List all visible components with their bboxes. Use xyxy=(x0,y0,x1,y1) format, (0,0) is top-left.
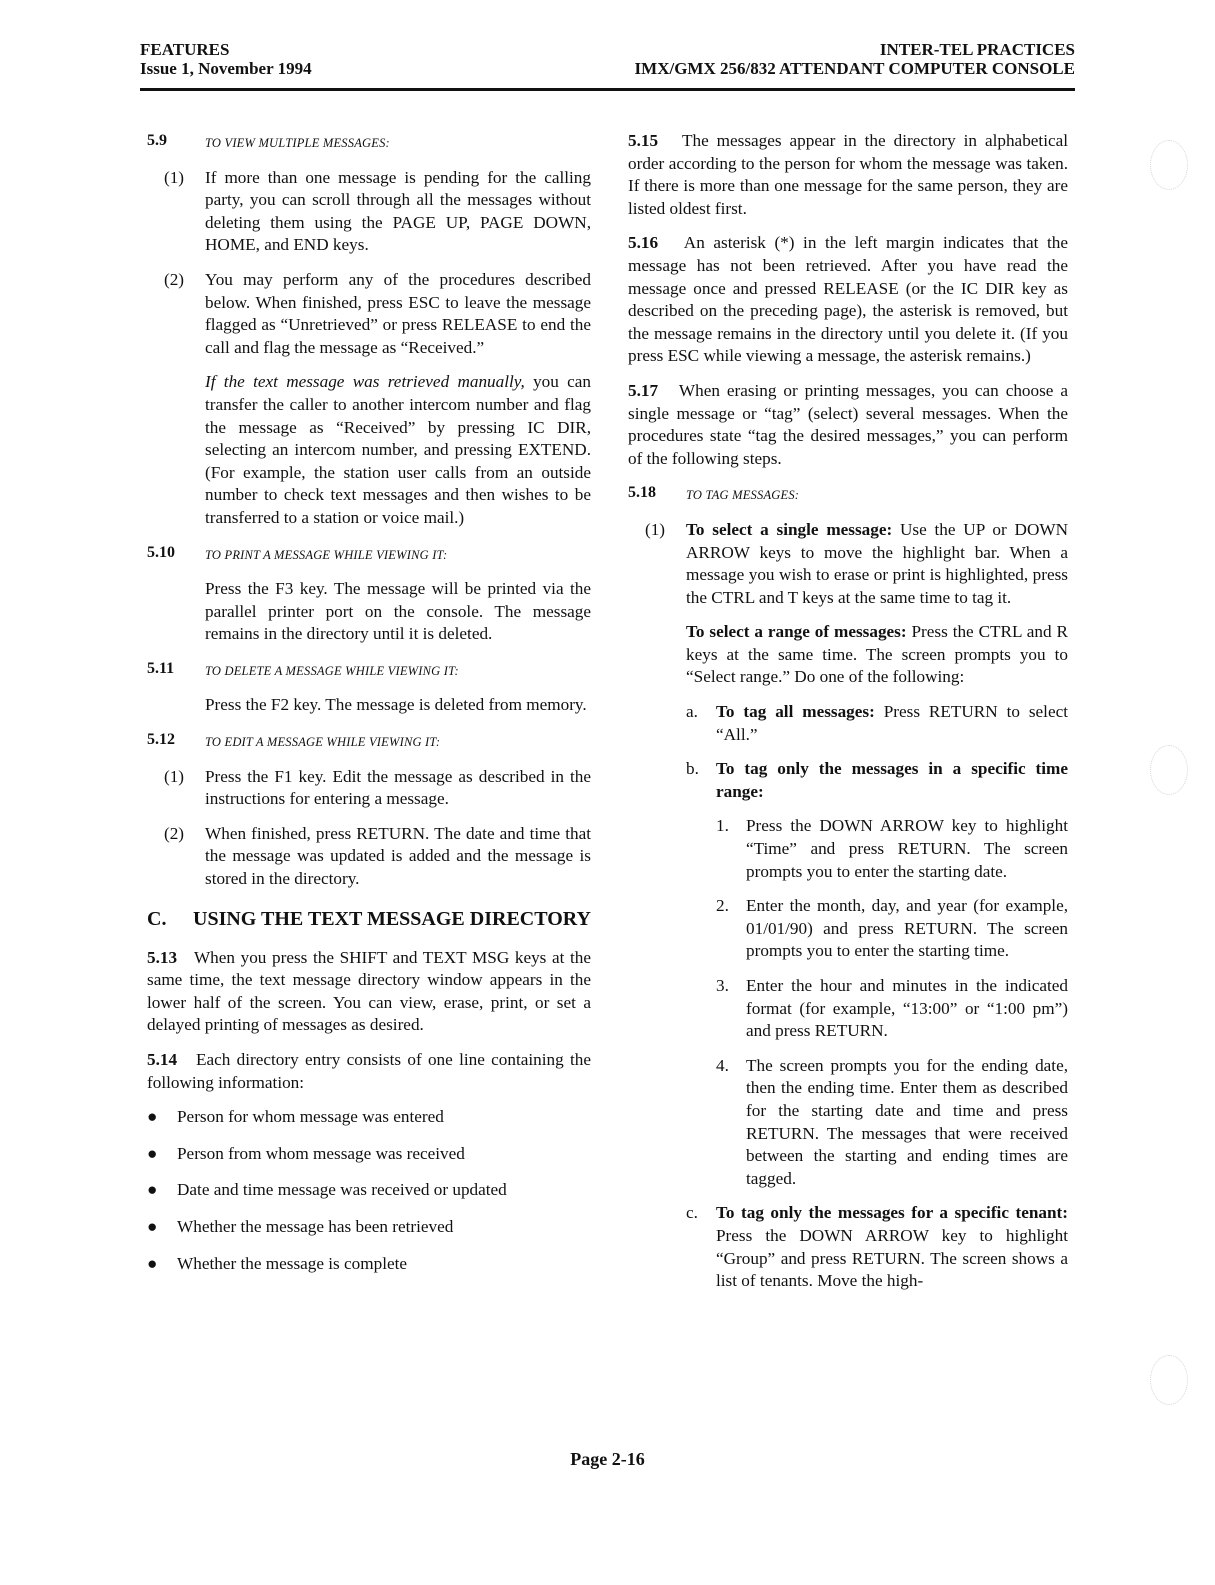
sub-step-text: Enter the month, day, and year (for example, 01/01/90) and press RETURN. The screen prompts you to enter the starting time. xyxy=(746,896,1068,961)
bullet-icon: ● xyxy=(147,1143,158,1163)
section-number: 5.11 xyxy=(147,659,175,677)
note-italic-lead: If the text message was retrieved manually, xyxy=(205,372,525,392)
list-item-text: Whether the message has been retrieved xyxy=(177,1216,454,1236)
list-item xyxy=(147,1143,591,1166)
bullet-icon: ● xyxy=(147,1180,158,1200)
lettered-step xyxy=(686,701,1068,746)
section-number: 5.10 xyxy=(147,543,175,561)
step-text: You may perform any of the procedures described below. When finished, press ESC to leave the message flagged as “Unretrieved” or press RELEASE to end the call and flag the message as “Received.” xyxy=(205,269,591,357)
major-heading-letter: C. xyxy=(147,907,167,930)
paragraph-number: 5.13 xyxy=(147,947,178,967)
body-paragraph: Press the F3 key. The message will be printed via the parallel printer port on the console. The message remains in the directory until it is deleted. xyxy=(205,579,591,644)
section-heading xyxy=(147,729,591,754)
major-heading xyxy=(147,907,591,931)
step-text: When finished, press RETURN. The date and time that the message was updated is added and the message is stored in the directory. xyxy=(205,823,591,889)
step-text: If more than one message is pending for the calling party, you can scroll through all the messages without deleting them using the PAGE UP, PAGE DOWN, HOME, and END keys. xyxy=(205,167,591,255)
list-item-text: Person for whom message was entered xyxy=(177,1107,444,1127)
scan-speck xyxy=(1150,745,1188,795)
body-paragraph xyxy=(628,232,1068,368)
section-title: TO DELETE A MESSAGE WHILE VIEWING IT: xyxy=(205,663,459,678)
header-rule xyxy=(140,88,1075,91)
header-manual-title: IMX/GMX 256/832 ATTENDANT COMPUTER CONSOLE xyxy=(634,59,1075,78)
paragraph-number: 5.17 xyxy=(628,380,659,400)
right-column xyxy=(628,130,1068,1305)
sub-step-number: 2. xyxy=(716,896,729,916)
scan-speck xyxy=(1150,1355,1188,1405)
sub-step xyxy=(716,1055,1068,1191)
sub-step xyxy=(716,975,1068,1043)
lettered-step xyxy=(686,758,1068,803)
sub-step-number: 1. xyxy=(716,816,729,836)
list-item xyxy=(147,1216,591,1239)
section-heading xyxy=(147,658,591,683)
step-number: (1) xyxy=(163,167,185,187)
step-letter: c. xyxy=(686,1203,698,1223)
list-item-text: Date and time message was received or updated xyxy=(177,1180,507,1200)
paragraph-number: 5.16 xyxy=(628,233,659,253)
step-number: (2) xyxy=(163,269,185,289)
numbered-step xyxy=(147,766,591,811)
numbered-step xyxy=(147,823,591,891)
sub-step-text: Enter the hour and minutes in the indicated format (for example, “13:00” or “1:00 pm”) and press RETURN. xyxy=(746,976,1068,1041)
step-letter: b. xyxy=(686,759,699,779)
scan-speck xyxy=(1150,140,1188,190)
step-number: (1) xyxy=(163,766,185,786)
lettered-step xyxy=(686,1202,1068,1292)
section-heading xyxy=(147,542,591,567)
body-paragraph xyxy=(147,947,591,1037)
list-item xyxy=(147,1179,591,1202)
step-body: Press the DOWN ARROW key to highlight “Group” and press RETURN. The screen shows a list of tenants. Move the high- xyxy=(716,1225,1068,1291)
paragraph-text: The messages appear in the directory in alphabetical order according to the person for whom the message was taken. If there is more than one message for the same person, they are listed oldest first. xyxy=(628,131,1068,218)
section-number: 5.9 xyxy=(147,132,167,149)
numbered-step xyxy=(147,269,591,359)
sub-step xyxy=(716,895,1068,963)
step-text: Press the F1 key. Edit the message as described in the instructions for entering a message. xyxy=(205,766,591,809)
bullet-icon: ● xyxy=(147,1107,158,1127)
left-column xyxy=(147,130,591,1289)
section-title: TO PRINT A MESSAGE WHILE VIEWING IT: xyxy=(205,547,448,562)
numbered-step xyxy=(628,519,1068,609)
step-letter: a. xyxy=(686,702,698,722)
list-item xyxy=(147,1253,591,1276)
paragraph-text: When you press the SHIFT and TEXT MSG keys at the same time, the text message directory window appears in the lower half of the screen. You can view, erase, print, or set a delayed printing of messages as desired. xyxy=(147,947,592,1035)
list-item xyxy=(147,1106,591,1129)
body-paragraph xyxy=(686,621,1068,689)
paragraph-number: 5.15 xyxy=(628,131,659,150)
step-bold-lead: To tag all messages: xyxy=(716,702,875,722)
section-title: TO EDIT A MESSAGE WHILE VIEWING IT: xyxy=(205,735,441,750)
body-paragraph xyxy=(628,130,1068,220)
note-paragraph xyxy=(205,371,591,529)
step-bold-lead: To select a single message: xyxy=(686,519,893,539)
paragraph-text: An asterisk (*) in the left margin indicates that the message has not been retrieved. After you have read the message once and pressed RELEASE (or the IC DIR key as described on the preceding page), the asterisk is removed, but the message remains in the directory until you delete it. (If you press ESC while viewing a message, the asterisk remains.) xyxy=(628,233,1068,366)
paragraph-text: When erasing or printing messages, you can choose a single message or “tag” (select) several messages. When the procedures state “tag the desired messages,” you can perform of the following steps. xyxy=(628,380,1068,468)
bullet-icon: ● xyxy=(147,1216,158,1236)
step-bold-lead: To tag only the messages for a specific tenant: xyxy=(716,1203,1068,1223)
section-number: 5.12 xyxy=(147,731,175,749)
paragraph-text: Each directory entry consists of one line containing the following information: xyxy=(147,1050,592,1092)
list-item-text: Person from whom message was received xyxy=(177,1143,465,1163)
section-title: TO TAG MESSAGES: xyxy=(686,488,800,503)
body-paragraph xyxy=(628,380,1068,470)
major-heading-title: USING THE TEXT MESSAGE DIRECTORY xyxy=(193,907,591,930)
page-header xyxy=(140,40,1075,78)
body-paragraph: Press the F2 key. The message is deleted from memory. xyxy=(205,695,587,715)
step-body: Use the UP or DOWN ARROW keys to move the highlight bar. When a message you wish to erase or print is highlighted, press the CTRL and T keys at the same time to tag it. xyxy=(686,519,1068,607)
step-text xyxy=(686,519,1068,609)
header-practice: INTER-TEL PRACTICES xyxy=(879,40,1075,59)
sub-step xyxy=(716,815,1068,883)
section-heading xyxy=(628,482,1068,507)
step-number: (2) xyxy=(163,823,185,843)
section-number: 5.18 xyxy=(628,484,656,502)
sub-step-text: Press the DOWN ARROW key to highlight “Time” and press RETURN. The screen prompts you to enter the starting date. xyxy=(746,816,1068,881)
sub-step-text: The screen prompts you for the ending date, then the ending time. Enter them as described for the starting date and time and press RETURN. The messages that were received between the starting and ending times are tagged. xyxy=(746,1055,1068,1188)
sub-step-number: 4. xyxy=(716,1055,729,1075)
paragraph-number: 5.14 xyxy=(147,1050,178,1069)
list-item-text: Whether the message is complete xyxy=(177,1253,408,1273)
step-bold-lead: To tag only the messages in a specific time range: xyxy=(716,759,1068,801)
header-issue: Issue 1, November 1994 xyxy=(140,59,312,78)
range-text: Press the CTRL and R keys at the same time. The screen prompts you to “Select range.” Do one of the following: xyxy=(686,622,1068,687)
step-body: Press RETURN to select “All.” xyxy=(716,702,1068,744)
range-bold-lead: To select a range of messages: xyxy=(686,622,907,642)
section-heading xyxy=(147,130,591,155)
numbered-step xyxy=(147,167,591,257)
header-section: FEATURES xyxy=(140,40,230,59)
page-number: Page 2-16 xyxy=(570,1449,645,1469)
body-paragraph xyxy=(147,1049,591,1094)
note-text: you can transfer the caller to another intercom number and flag the message as “Received” by pressing IC DIR, selecting an intercom number, and pressing EXTEND. (For example, the station user calls from an outside number to check text messages and then wishes to be transferred to a station or voice mail.) xyxy=(205,372,592,527)
bullet-icon: ● xyxy=(147,1253,158,1273)
bullet-list xyxy=(147,1106,591,1275)
section-title: TO VIEW MULTIPLE MESSAGES: xyxy=(205,136,390,150)
step-number: (1) xyxy=(644,519,666,539)
sub-step-number: 3. xyxy=(716,976,729,995)
